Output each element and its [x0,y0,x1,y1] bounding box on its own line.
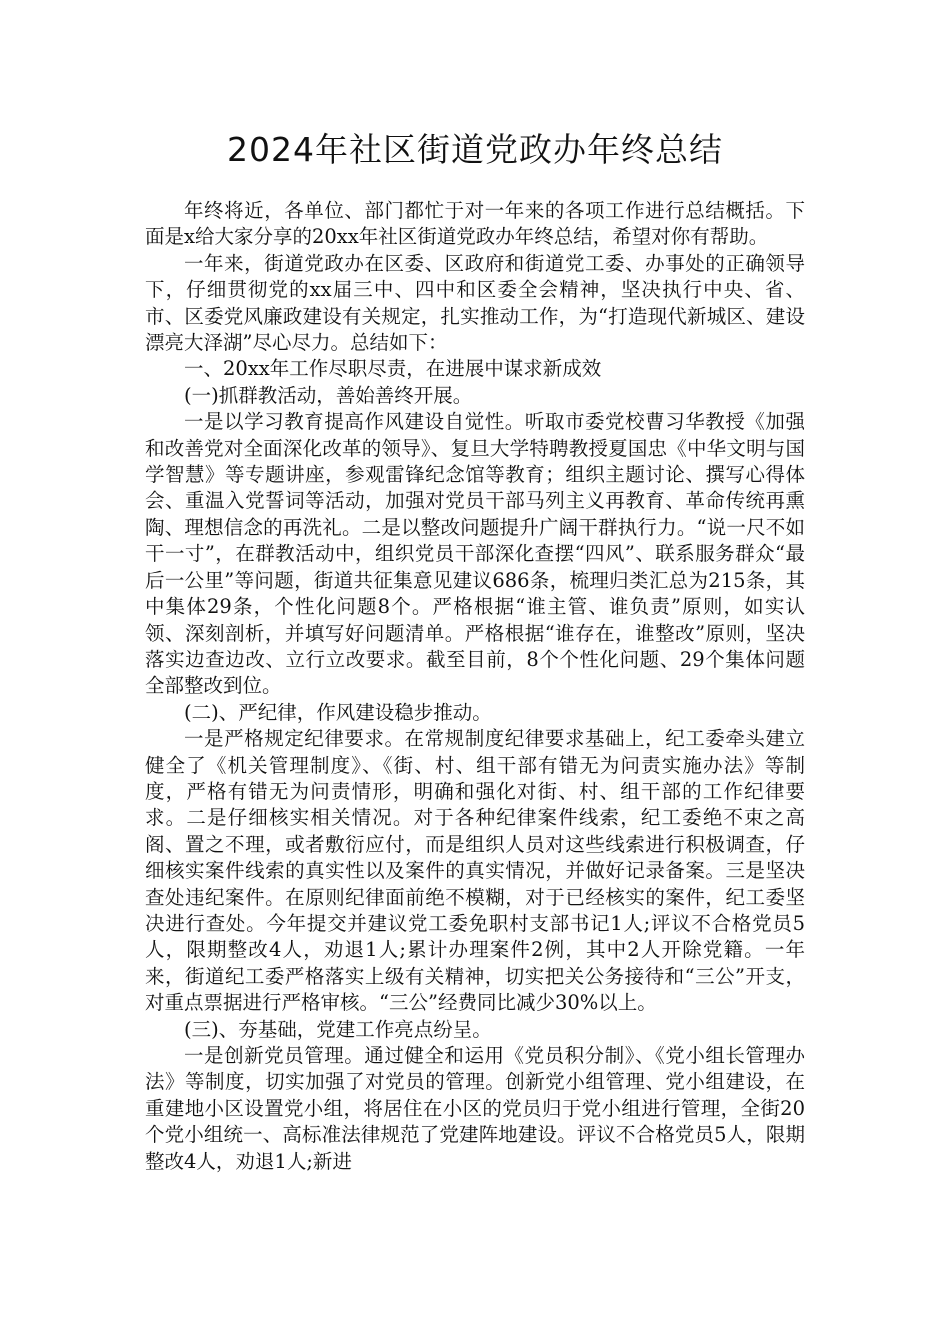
document-title: 2024年社区街道党政办年终总结 [227,130,723,169]
body-paragraph: 一是严格规定纪律要求。在常规制度纪律要求基础上，纪工委牵头建立健全了《机关管理制度》、《街、村、组干部有错无为问责实施办法》等制度，严格有错无为问责情形，明确和强化对街、村、组干部的工作纪律要求。二是仔细核实相关情况。对于各种纪律案件线索，纪工委绝不束之高阁、置之不理，或者敷衍应付，而是组织人员对这些线索进行积极调查，仔细核实案件线索的真实性以及案件的真实情况，并做好记录备案。三是坚决查处违纪案件。在原则纪律面前绝不模糊，对于已经核实的案件，纪工委坚决进行查处。今年提交并建议党工委免职村支部书记1人;评议不合格党员5人，限期整改4人，劝退1人;累计办理案件2例，其中2人开除党籍。一年来，街道纪工委严格落实上级有关精神，切实把关公务接待和“三公”开支，对重点票据进行严格审核。“三公”经费同比减少30%以上。 [145,727,805,1015]
body-paragraph: 一是创新党员管理。通过健全和运用《党员积分制》、《党小组长管理办法》等制度，切实加强了对党员的管理。创新党小组管理、党小组建设，在重建地小区设置党小组，将居住在小区的党员归于党小组进行管理，全街20个党小组统一、高标准法律规范了党建阵地建设。评议不合格党员5人，限期整改4人，劝退1人;新进 [145,1044,805,1173]
body-paragraph: 一是以学习教育提高作风建设自觉性。听取市委党校曹习华教授《加强和改善党对全面深化改革的领导》、复旦大学特聘教授夏国忠《中华文明与国学智慧》等专题讲座，参观雷锋纪念馆等教育；组织主题讨论、撰写心得体会、重温入党誓词等活动，加强对党员干部马列主义再教育、革命传统再熏陶、理想信念的再洗礼。二是以整改问题提升广阔干群执行力。“说一尺不如干一寸”，在群教活动中，组织党员干部深化查摆“四风”、联系服务群众“最后一公里”等问题，街道共征集意见建议686条，梳理归类汇总为215条，其中集体29条，个性化问题8个。严格根据“谁主管、谁负责”原则，如实认领、深刻剖析，并填写好问题清单。严格根据“谁存在，谁整改”原则，坚决落实边查边改、立行立改要求。截至目前，8个个性化问题、29个集体问题全部整改到位。 [145,410,805,698]
overview-paragraph: 一年来，街道党政办在区委、区政府和街道党工委、办事处的正确领导下，仔细贯彻党的xx届三中、四中和区委全会精神，坚决执行中央、省、市、区委党风廉政建设有关规定，扎实推动工作，为“打造现代新城区、建设漂亮大泽湖”尽心尽力。总结如下： [145,251,805,355]
subsection-heading-1: (一)抓群教活动，善始善终开展。 [184,383,473,407]
section-heading-1: 一、20xx年工作尽职尽责，在进展中谋求新成效 [184,357,602,381]
document-body [145,198,805,1175]
subsection-heading-2: (二)、严纪律，作风建设稳步推动。 [184,700,492,724]
subsection-heading-3: (三)、夯基础，党建工作亮点纷呈。 [184,1017,492,1041]
intro-paragraph: 年终将近，各单位、部门都忙于对一年来的各项工作进行总结概括。下面是x给大家分享的20xx年社区街道党政办年终总结，希望对你有帮助。 [145,199,805,249]
